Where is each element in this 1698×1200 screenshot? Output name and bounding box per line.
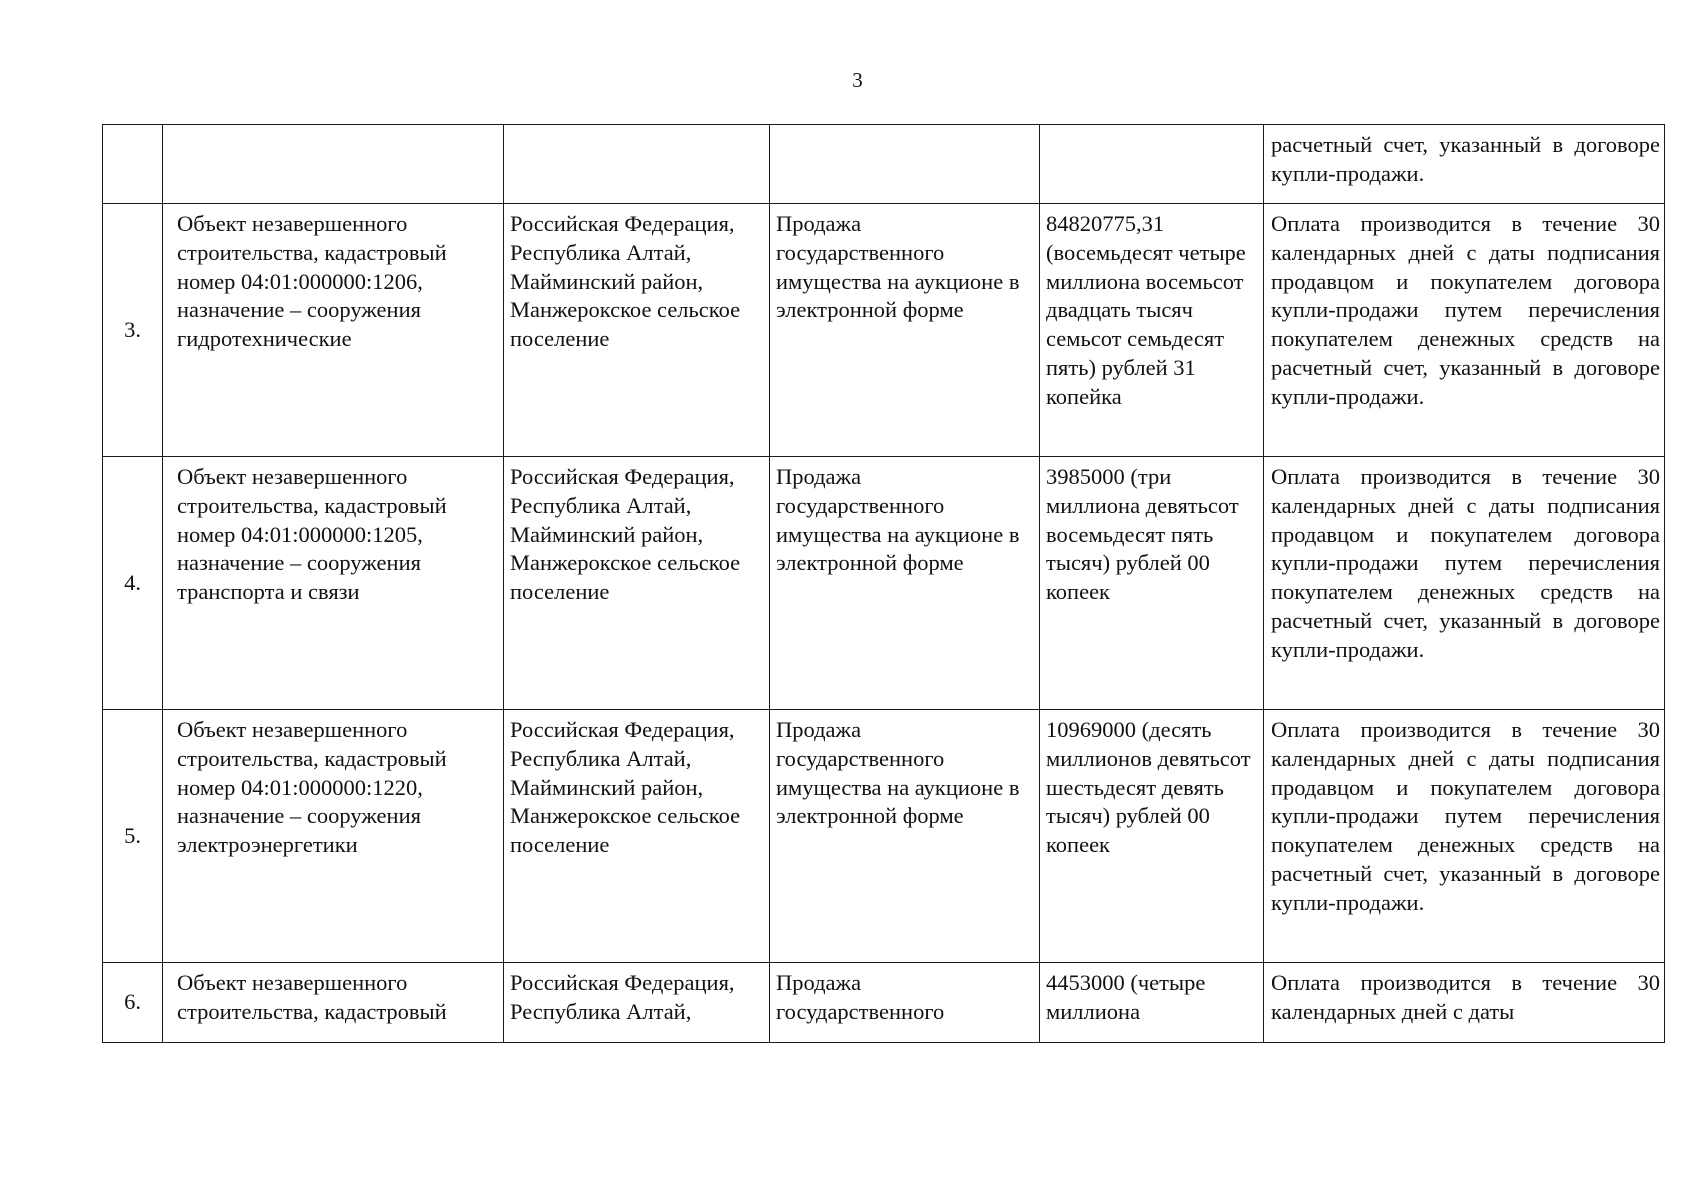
object-description-cell: Объект незавершенного строительства, кадастровый номер 04:01:000000:1205, назначение – сооружения транспорта и связи	[163, 457, 504, 710]
sale-method-cell	[770, 125, 1040, 204]
object-description-cell: Объект незавершенного строительства, кадастровый	[163, 963, 504, 1043]
sale-method-cell: Продажа государственного имущества на аукционе в электронной форме	[770, 204, 1040, 457]
table-row	[103, 457, 1665, 710]
location-cell	[504, 125, 770, 204]
sale-method-cell: Продажа государственного имущества на аукционе в электронной форме	[770, 710, 1040, 963]
row-number-cell: 4.	[103, 457, 163, 710]
price-cell: 84820775,31 (восемьдесят четыре миллиона восемьсот двадцать тысяч семьсот семьдесят пять) рублей 31 копейка	[1040, 204, 1264, 457]
price-cell: 3985000 (три миллиона девятьсот восемьдесят пять тысяч) рублей 00 копеек	[1040, 457, 1264, 710]
payment-terms-cell: Оплата производится в течение 30 календарных дней с даты подписания продавцом и покупателем договора купли-продажи путем перечисления покупателем денежных средств на расчетный счет, указанный в договоре купли-продажи.	[1264, 710, 1665, 963]
price-cell	[1040, 125, 1264, 204]
table-row-partial	[103, 963, 1665, 1043]
payment-terms-cell: Оплата производится в течение 30 календарных дней с даты подписания продавцом и покупателем договора купли-продажи путем перечисления покупателем денежных средств на расчетный счет, указанный в договоре купли-продажи.	[1264, 457, 1665, 710]
object-description-cell	[163, 125, 504, 204]
payment-terms-cell: расчетный счет, указанный в договоре купли-продажи.	[1264, 125, 1665, 204]
row-number-cell: 5.	[103, 710, 163, 963]
table-row	[103, 710, 1665, 963]
sale-method-cell: Продажа государственного	[770, 963, 1040, 1043]
object-description-cell: Объект незавершенного строительства, кадастровый номер 04:01:000000:1206, назначение – сооружения гидротехнические	[163, 204, 504, 457]
payment-terms-cell: Оплата производится в течение 30 календарных дней с даты	[1264, 963, 1665, 1043]
table-row	[103, 204, 1665, 457]
location-cell: Российская Федерация, Республика Алтай, Майминский район, Манжерокское сельское поселение	[504, 710, 770, 963]
table-row-continuation	[103, 125, 1665, 204]
payment-terms-cell: Оплата производится в течение 30 календарных дней с даты подписания продавцом и покупателем договора купли-продажи путем перечисления покупателем денежных средств на расчетный счет, указанный в договоре купли-продажи.	[1264, 204, 1665, 457]
sale-method-cell: Продажа государственного имущества на аукционе в электронной форме	[770, 457, 1040, 710]
row-number-cell: 3.	[103, 204, 163, 457]
location-cell: Российская Федерация, Республика Алтай,	[504, 963, 770, 1043]
property-sale-table	[102, 124, 1665, 1043]
row-number-cell: 6.	[103, 963, 163, 1043]
price-cell: 10969000 (десять миллионов девятьсот шестьдесят девять тысяч) рублей 00 копеек	[1040, 710, 1264, 963]
price-cell: 4453000 (четыре миллиона	[1040, 963, 1264, 1043]
object-description-cell: Объект незавершенного строительства, кадастровый номер 04:01:000000:1220, назначение – сооружения электроэнергетики	[163, 710, 504, 963]
location-cell: Российская Федерация, Республика Алтай, Майминский район, Манжерокское сельское поселение	[504, 204, 770, 457]
location-cell: Российская Федерация, Республика Алтай, Майминский район, Манжерокское сельское поселение	[504, 457, 770, 710]
page-number: 3	[852, 68, 863, 92]
row-number-cell	[103, 125, 163, 204]
